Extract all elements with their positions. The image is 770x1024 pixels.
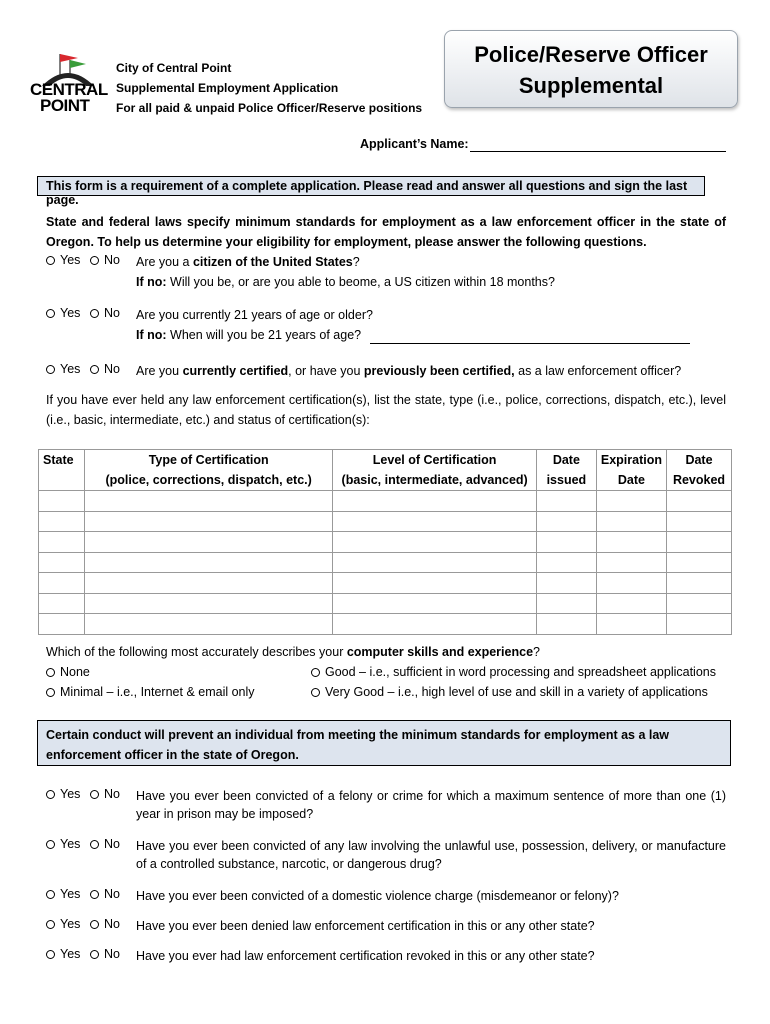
skills-verygood-label: Very Good – i.e., high level of use and skill in a variety of applications (325, 685, 708, 699)
yes-label: Yes (60, 917, 81, 931)
radio-circle-icon (90, 840, 99, 849)
radio-circle-icon (311, 668, 320, 677)
yes-label: Yes (60, 787, 81, 801)
table-cell[interactable] (84, 614, 332, 635)
no-label: No (104, 306, 120, 320)
skills-none-label: None (60, 665, 90, 679)
radio-circle-icon (46, 688, 55, 697)
table-cell[interactable] (596, 573, 666, 594)
radio-circle-icon (46, 950, 55, 959)
table-cell[interactable] (596, 552, 666, 573)
radio-circle-icon (90, 950, 99, 959)
table-cell[interactable] (536, 511, 596, 532)
col-header-revoked: Date Revoked (666, 450, 731, 491)
conduct-q3-text: Have you ever been convicted of a domestic violence charge (misdemeanor or felony)? (136, 889, 619, 903)
table-cell[interactable] (666, 552, 731, 573)
yes-label: Yes (60, 837, 81, 851)
radio-circle-icon (46, 920, 55, 929)
q1-no-radio[interactable] (90, 253, 120, 267)
radio-circle-icon (46, 890, 55, 899)
radio-circle-icon (46, 840, 55, 849)
no-label: No (104, 253, 120, 267)
table-row (39, 491, 732, 512)
conduct-q5-no-radio[interactable] (90, 947, 120, 961)
q2-no-radio[interactable] (90, 306, 120, 320)
table-header-row (39, 450, 732, 491)
yes-label: Yes (60, 362, 81, 376)
header-positions: For all paid & unpaid Police Officer/Reserve positions (116, 101, 423, 115)
no-label: No (104, 887, 120, 901)
table-cell[interactable] (333, 552, 537, 573)
table-row (39, 614, 732, 635)
header-city: City of Central Point (116, 61, 232, 75)
conduct-q1-no-radio[interactable] (90, 787, 120, 801)
header-application: Supplemental Employment Application (116, 81, 339, 95)
skills-question: Which of the following most accurately describes your computer skills and experience? (46, 645, 540, 659)
table-cell[interactable] (84, 532, 332, 553)
table-row (39, 511, 732, 532)
table-cell[interactable] (333, 532, 537, 553)
certification-intro: If you have ever held any law enforcement certification(s), list the state, type (i.e., police, corrections, dispatch, etc.), level (i.e., basic, intermediate, etc.) and status of certification(s): (46, 393, 726, 427)
table-cell[interactable] (39, 552, 85, 573)
table-cell[interactable] (666, 573, 731, 594)
yes-label: Yes (60, 947, 81, 961)
radio-circle-icon (311, 688, 320, 697)
table-cell[interactable] (666, 614, 731, 635)
q2-text: Are you currently 21 years of age or older? (136, 308, 373, 322)
q3-yes-radio[interactable] (46, 362, 80, 376)
skills-good-label: Good – i.e., sufficient in word processing and spreadsheet applications (325, 665, 716, 679)
table-cell[interactable] (536, 573, 596, 594)
radio-circle-icon (90, 790, 99, 799)
table-cell[interactable] (596, 614, 666, 635)
table-cell[interactable] (536, 614, 596, 635)
no-label: No (104, 362, 120, 376)
certification-table (38, 449, 732, 635)
conduct-q1-yes-radio[interactable] (46, 787, 80, 801)
q1-text: Are you a citizen of the United States? (136, 255, 360, 269)
table-cell[interactable] (39, 614, 85, 635)
no-label: No (104, 837, 120, 851)
intro-paragraph: State and federal laws specify minimum standards for employment as a law enforcement officer in the state of Oregon. To help us determine your eligibility for employment, please answer the following questions. (46, 215, 726, 249)
table-cell[interactable] (333, 573, 537, 594)
conduct-q4-text: Have you ever been denied law enforcement certification in this or any other state? (136, 919, 595, 933)
conduct-q2-no-radio[interactable] (90, 837, 120, 851)
q2-age-answer-field[interactable] (370, 343, 690, 344)
table-row (39, 532, 732, 553)
radio-circle-icon (46, 309, 55, 318)
conduct-q3-no-radio[interactable] (90, 887, 120, 901)
q2-yes-radio[interactable] (46, 306, 80, 320)
q3-text: Are you currently certified, or have you previously been certified, as a law enforcement officer? (136, 364, 682, 378)
yes-label: Yes (60, 306, 81, 320)
table-cell[interactable] (666, 532, 731, 553)
skills-none-radio[interactable] (46, 665, 90, 679)
table-cell[interactable] (536, 532, 596, 553)
table-cell[interactable] (596, 511, 666, 532)
table-cell[interactable] (84, 491, 332, 512)
logo-text-point: POINT (40, 96, 90, 115)
radio-circle-icon (90, 890, 99, 899)
table-cell[interactable] (333, 614, 537, 635)
radio-circle-icon (90, 256, 99, 265)
conduct-q3-yes-radio[interactable] (46, 887, 80, 901)
table-cell[interactable] (39, 573, 85, 594)
table-cell[interactable] (596, 593, 666, 614)
radio-circle-icon (46, 668, 55, 677)
skills-minimal-radio[interactable] (46, 685, 255, 699)
conduct-q2-text: Have you ever been convicted of any law involving the unlawful use, possession, delivery, or manufacture of a controlled substance, narcotic, or dangerous drug? (136, 839, 726, 871)
col-header-level: Level of Certification (basic, intermediate, advanced) (333, 450, 537, 491)
skills-verygood-radio[interactable] (311, 685, 708, 699)
table-cell[interactable] (666, 593, 731, 614)
no-label: No (104, 787, 120, 801)
radio-circle-icon (46, 365, 55, 374)
table-cell[interactable] (333, 491, 537, 512)
q1-yes-radio[interactable] (46, 253, 80, 267)
table-cell[interactable] (536, 491, 596, 512)
form-title-line2: Supplemental (518, 73, 664, 98)
city-logo (28, 50, 108, 120)
conduct-q5-yes-radio[interactable] (46, 947, 80, 961)
table-cell[interactable] (84, 573, 332, 594)
radio-circle-icon (90, 365, 99, 374)
radio-circle-icon (90, 920, 99, 929)
table-cell[interactable] (84, 593, 332, 614)
conduct-q4-no-radio[interactable] (90, 917, 120, 931)
q3-no-radio[interactable] (90, 362, 120, 376)
table-cell[interactable] (84, 552, 332, 573)
no-label: No (104, 947, 120, 961)
conduct-notice: Certain conduct will prevent an individual from meeting the minimum standards for employment as a law enforcement officer in the state of Oregon. (37, 720, 731, 766)
col-header-state: State (39, 450, 85, 491)
table-cell[interactable] (596, 532, 666, 553)
table-row (39, 573, 732, 594)
form-title-line1: Police/Reserve Officer (474, 42, 708, 67)
table-cell[interactable] (39, 511, 85, 532)
form-title-box (444, 30, 738, 108)
table-cell[interactable] (666, 491, 731, 512)
q1-ifno: If no: Will you be, or are you able to beome, a US citizen within 18 months? (136, 275, 555, 289)
conduct-q2-yes-radio[interactable] (46, 837, 80, 851)
table-cell[interactable] (84, 511, 332, 532)
table-cell[interactable] (39, 532, 85, 553)
table-cell[interactable] (596, 491, 666, 512)
col-header-type: Type of Certification (police, corrections, dispatch, etc.) (84, 450, 332, 491)
table-cell[interactable] (39, 491, 85, 512)
q2-ifno: If no: When will you be 21 years of age? (136, 328, 362, 342)
col-header-expiration: Expiration Date (596, 450, 666, 491)
radio-circle-icon (46, 790, 55, 799)
table-cell[interactable] (536, 593, 596, 614)
header-info (116, 58, 422, 118)
table-cell[interactable] (39, 593, 85, 614)
conduct-q1-text: Have you ever been convicted of a felony or crime for which a maximum sentence of more than one (1) year in prison may be imposed? (136, 789, 726, 821)
table-cell[interactable] (666, 511, 731, 532)
table-cell[interactable] (536, 552, 596, 573)
yes-label: Yes (60, 253, 81, 267)
skills-good-radio[interactable] (311, 665, 716, 679)
applicant-name-label: Applicant’s Name: (360, 137, 469, 151)
radio-circle-icon (46, 256, 55, 265)
radio-circle-icon (90, 309, 99, 318)
table-row (39, 593, 732, 614)
logo-text-central: CENTRAL (30, 80, 108, 99)
yes-label: Yes (60, 887, 81, 901)
table-row (39, 552, 732, 573)
conduct-q5-text: Have you ever had law enforcement certification revoked in this or any other state? (136, 949, 595, 963)
table-cell[interactable] (333, 511, 537, 532)
applicant-name-field[interactable] (470, 151, 726, 152)
skills-minimal-label: Minimal – i.e., Internet & email only (60, 685, 255, 699)
conduct-q4-yes-radio[interactable] (46, 917, 80, 931)
no-label: No (104, 917, 120, 931)
table-cell[interactable] (333, 593, 537, 614)
requirement-notice: This form is a requirement of a complete application. Please read and answer all questions and sign the last page. (37, 176, 705, 196)
col-header-date-issued: Date issued (536, 450, 596, 491)
